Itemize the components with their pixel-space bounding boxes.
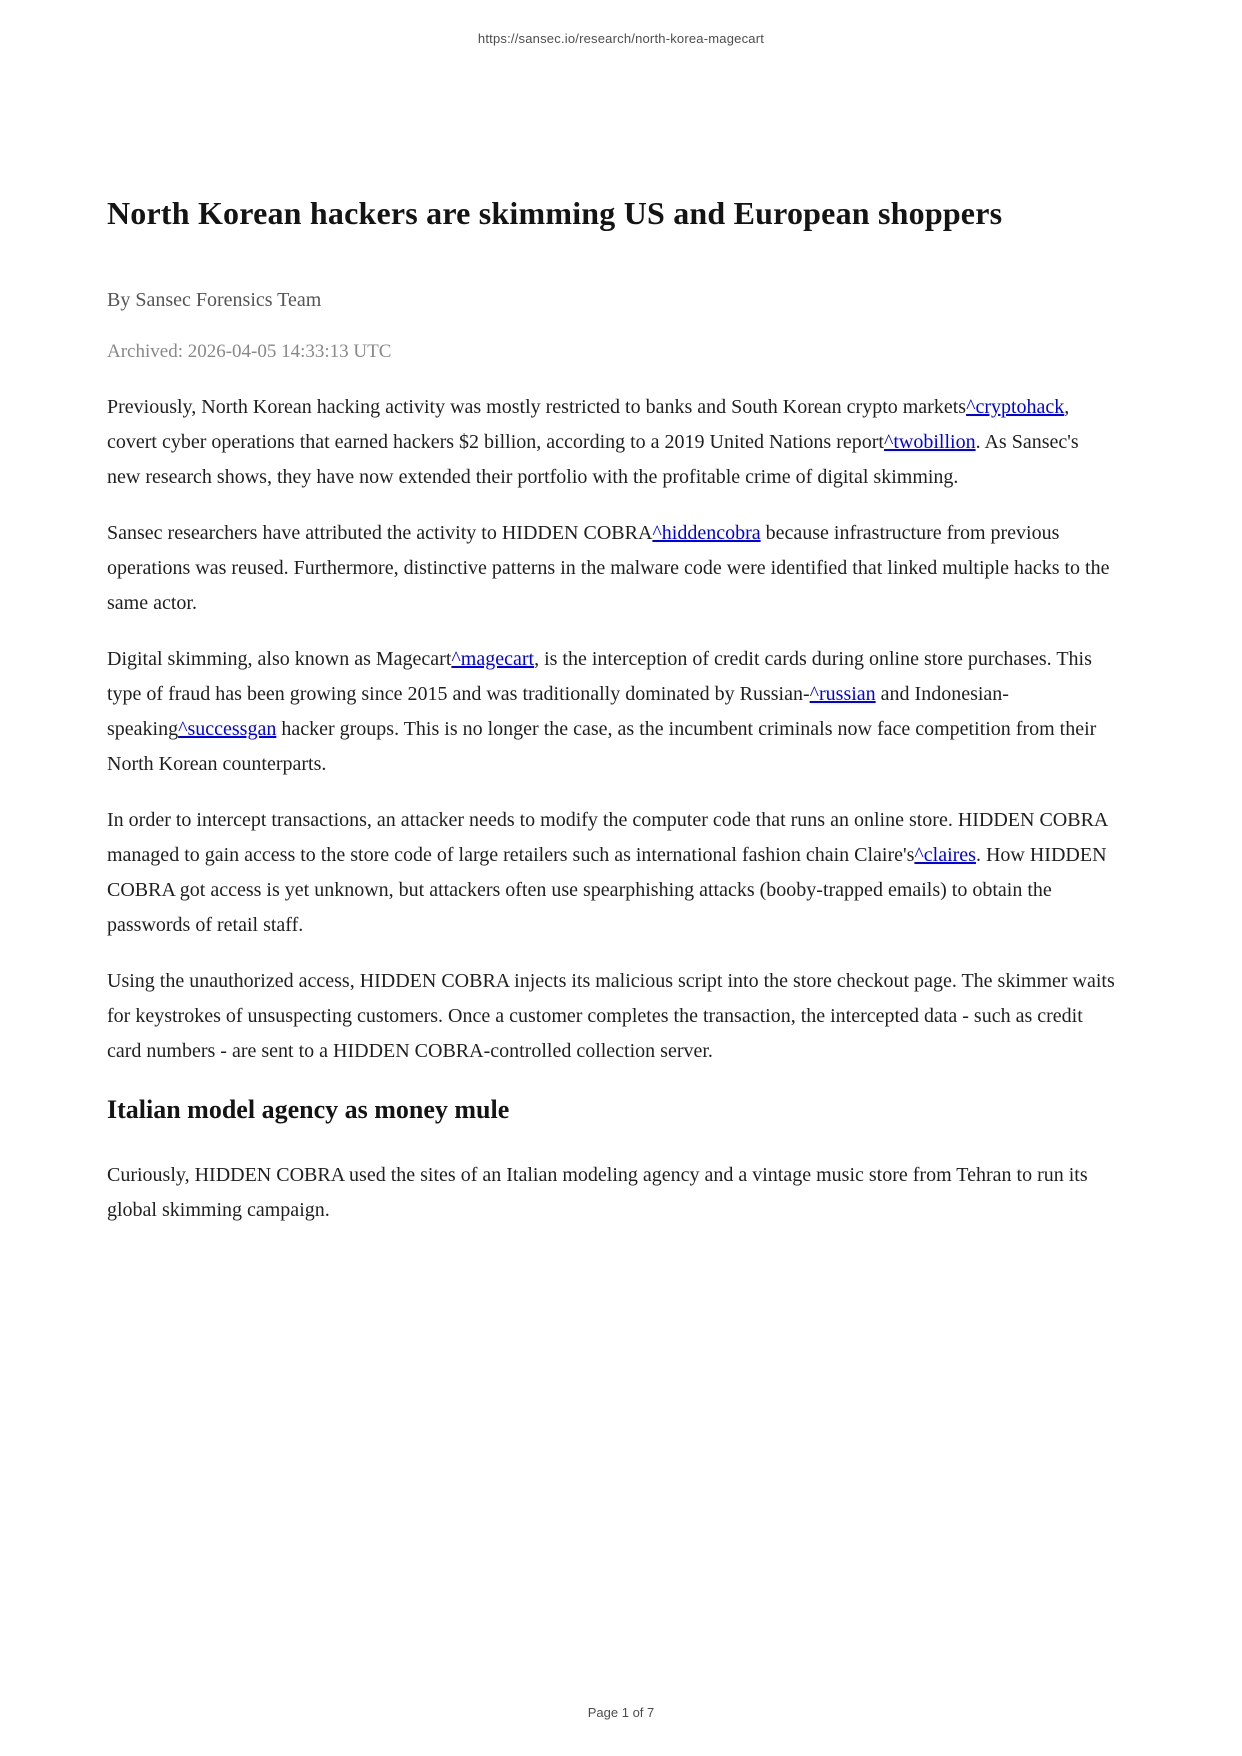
paragraph: Digital skimming, also known as Magecart^magecart, is the interception of credit cards during online store purchases. This type of fraud has been growing since 2015 and was traditionally dominated by Russian-^russian and Indonesian-speaking^successgan hacker groups. This is no longer the case, as the incumbent criminals now face competition from their North Korean counterparts.	[107, 648, 1097, 775]
url-header: https://sansec.io/research/north-korea-magecart	[477, 31, 765, 46]
paragraph: Curiously, HIDDEN COBRA used the sites of an Italian modeling agency and a vintage music store from Tehran to run its global skimming campaign.	[107, 1164, 1088, 1221]
article-title: North Korean hackers are skimming US and European shoppers	[107, 195, 1003, 231]
article-body	[107, 390, 1115, 1228]
byline: By Sansec Forensics Team	[107, 289, 322, 311]
inline-link[interactable]: ^cryptohack	[966, 396, 1065, 418]
inline-link[interactable]: ^claires	[914, 844, 976, 866]
paragraph: Using the unauthorized access, HIDDEN COBRA injects its malicious script into the store checkout page. The skimmer waits for keystrokes of unsuspecting customers. Once a customer completes the transaction, the intercepted data - such as credit card numbers - are sent to a HIDDEN COBRA-controlled collection server.	[107, 970, 1115, 1062]
archived-timestamp: Archived: 2026-04-05 14:33:13 UTC	[107, 341, 392, 362]
article	[107, 0, 1115, 1228]
paragraph: Sansec researchers have attributed the activity to HIDDEN COBRA^hiddencobra because infrastructure from previous operations was reused. Furthermore, distinctive patterns in the malware code were identified that linked multiple hacks to the same actor.	[107, 522, 1110, 614]
paragraph: Previously, North Korean hacking activity was mostly restricted to banks and South Korean crypto markets^cryptohack, covert cyber operations that earned hackers $2 billion, according to a 2019 United Nations report^twobillion. As Sansec's new research shows, they have now extended their portfolio with the profitable crime of digital skimming.	[107, 396, 1079, 488]
inline-link[interactable]: ^russian	[809, 683, 876, 705]
inline-link[interactable]: ^hiddencobra	[652, 522, 761, 544]
inline-link[interactable]: ^magecart	[451, 648, 535, 670]
inline-link[interactable]: ^successgan	[178, 718, 277, 740]
section-heading: Italian model agency as money mule	[107, 1095, 510, 1124]
paragraph: In order to intercept transactions, an attacker needs to modify the computer code that runs an online store. HIDDEN COBRA managed to gain access to the store code of large retailers such as international fashion chain Claire's^claires. How HIDDEN COBRA got access is yet unknown, but attackers often use spearphishing attacks (booby-trapped emails) to obtain the passwords of retail staff.	[107, 809, 1108, 936]
page-number: Page 1 of 7	[587, 1705, 655, 1720]
inline-link[interactable]: ^twobillion	[883, 431, 976, 453]
